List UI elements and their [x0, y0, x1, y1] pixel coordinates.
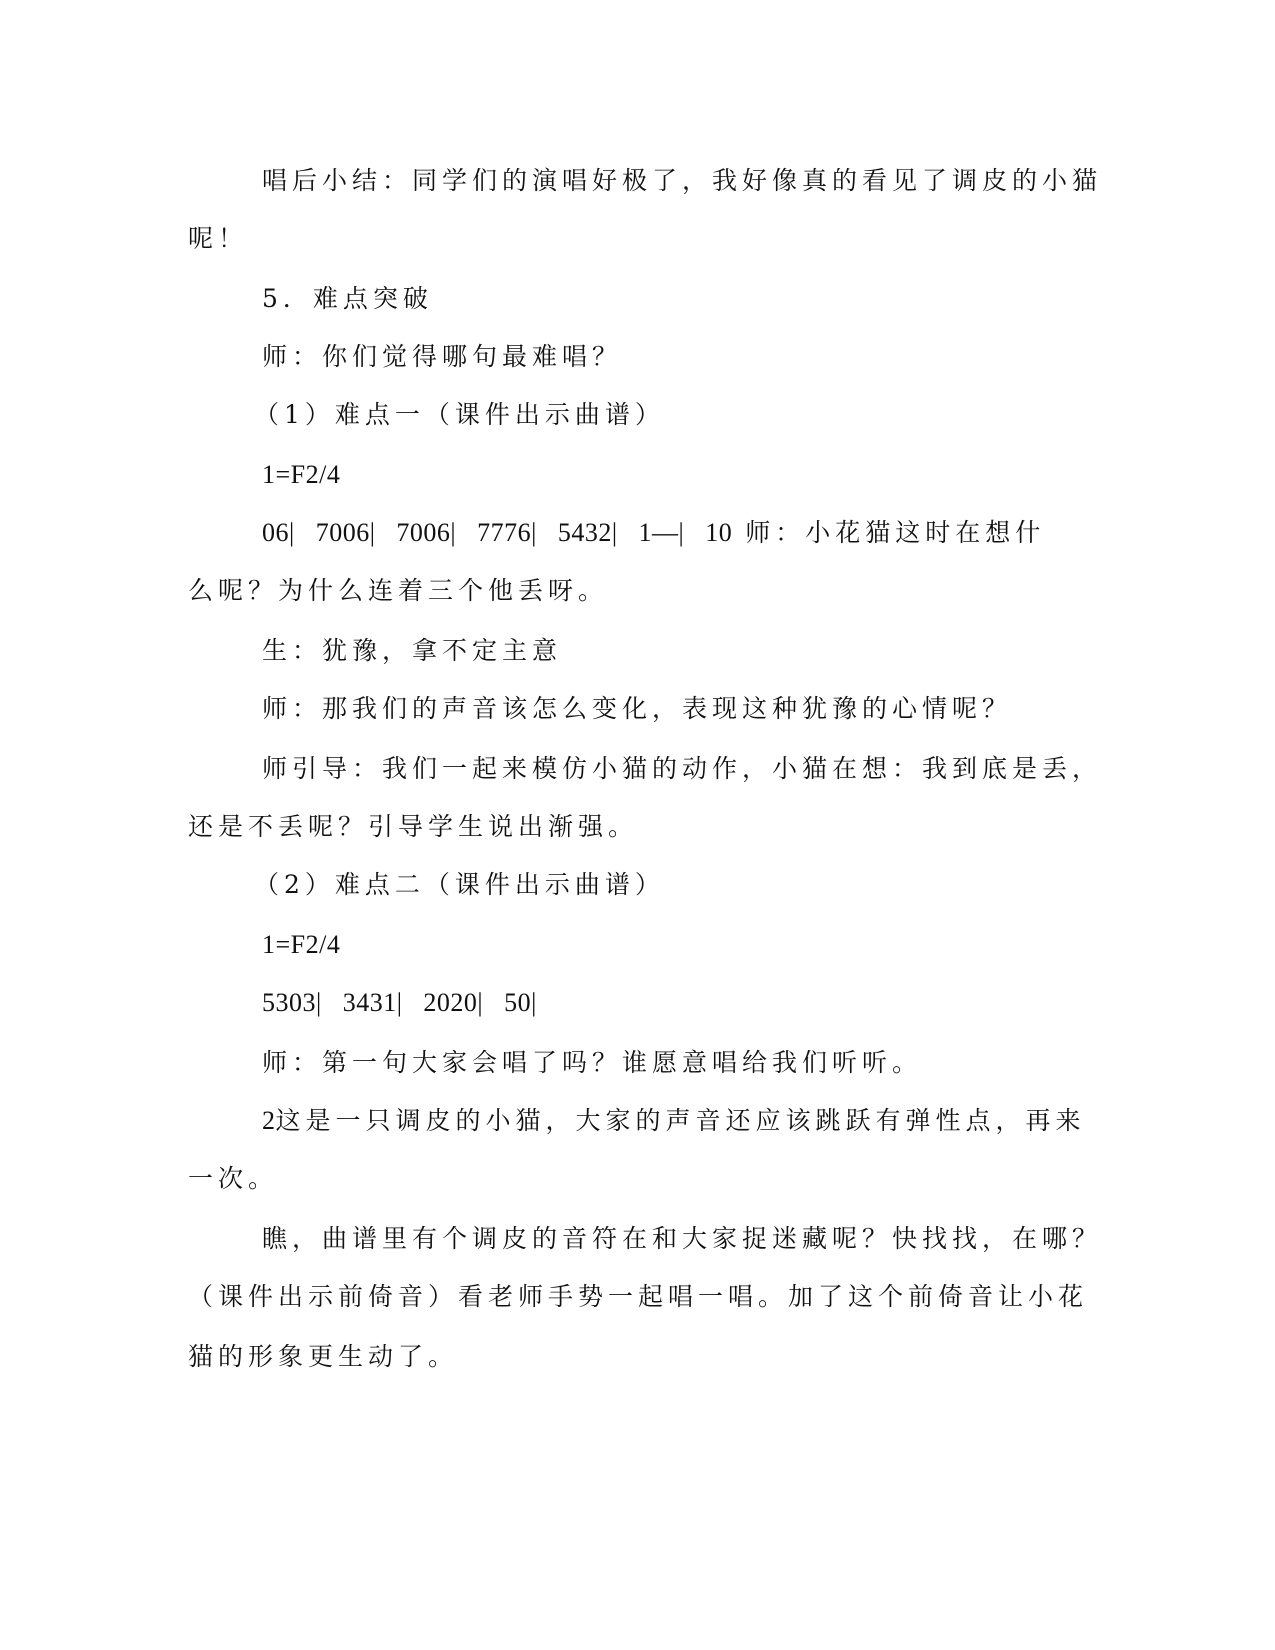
teacher-question-first-phrase: 师：第一句大家会唱了吗？谁愿意唱给我们听听。	[262, 1048, 923, 1077]
teacher-guidance-line1: 师引导：我们一起来模仿小猫的动作，小猫在想：我到底是丢，	[262, 754, 1103, 783]
paragraph-summary-line2: 呢！	[188, 224, 249, 253]
grace-note-paragraph-line3: 猫的形象更生动了。	[188, 1342, 459, 1371]
subheading-difficulty-two: （2）难点二（课件出示曲谱）	[254, 870, 665, 899]
teacher-question-voice: 师：那我们的声音该怎么变化，表现这种犹豫的心情呢？	[262, 694, 1013, 723]
teacher-guidance-line2: 还是不丢呢？引导学生说出渐强。	[188, 812, 639, 841]
key-signature-one: 1=F2/4	[262, 460, 341, 489]
feedback-text: 这是一只调皮的小猫，大家的声音还应该跳跃有弹性点，再来	[275, 1106, 1086, 1135]
student-answer-line: 生：犹豫，拿不定主意	[262, 636, 563, 665]
feedback-line1	[262, 1104, 1086, 1138]
feedback-line2: 一次。	[188, 1164, 279, 1193]
paragraph-summary-line1: 唱后小结：同学们的演唱好极了，我好像真的看见了调皮的小猫	[262, 166, 1103, 195]
teacher-question-line: 师：你们觉得哪句最难唱？	[262, 342, 623, 371]
score-notation-one: 06| 7006| 7006| 7776| 5432| 1—| 10	[262, 518, 733, 547]
teacher-text-continuation: 么呢？为什么连着三个他丢呀。	[188, 576, 609, 605]
teacher-text-fragment: 师：小花猫这时在想什	[745, 518, 1046, 547]
section-heading-difficulty: 5．难点突破	[262, 284, 433, 313]
grace-note-paragraph-line2: （课件出示前倚音）看老师手势一起唱一唱。加了这个前倚音让小花	[188, 1282, 1089, 1311]
key-signature-two: 1=F2/4	[262, 930, 341, 959]
score-notation-two: 5303| 3431| 2020| 50|	[262, 988, 537, 1017]
subheading-difficulty-one: （1）难点一（课件出示曲谱）	[254, 400, 665, 429]
grace-note-paragraph-line1: 瞧，曲谱里有个调皮的音符在和大家捉迷藏呢？快找找，在哪？	[262, 1224, 1103, 1253]
feedback-number: 2	[262, 1106, 276, 1135]
score-and-teacher-line	[262, 516, 1045, 550]
